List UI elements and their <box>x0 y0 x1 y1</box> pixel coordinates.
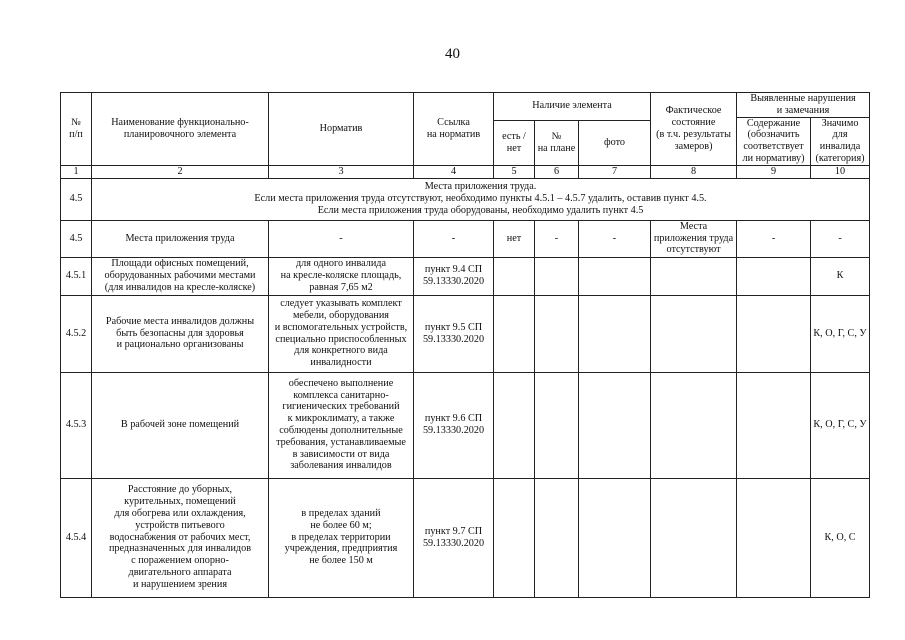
row-significance: К, О, Г, С, У <box>811 295 870 372</box>
row-plan-no <box>535 478 579 597</box>
row-name: Места приложения труда <box>92 220 269 257</box>
row-plan-no <box>535 295 579 372</box>
header-name: Наименование функционально- планировочного элемента <box>92 93 269 166</box>
header-content: Содержание (обозначить соответствует ли нормативу) <box>737 117 811 165</box>
header-ref: Ссылка на норматив <box>414 93 494 166</box>
column-number: 3 <box>269 165 414 178</box>
column-number: 9 <box>737 165 811 178</box>
row-actual <box>651 295 737 372</box>
table-row <box>61 372 870 478</box>
row-num: 4.5.1 <box>61 257 92 295</box>
notice-text: Места приложения труда. Если места приложения труда отсутствуют, необходимо пункты 4.5.1 – 4.5.7 удалить, оставив пункт 4.5. Если места приложения труда оборудованы, необходимо удалить пункт 4.5 <box>92 178 870 220</box>
row-num: 4.5.4 <box>61 478 92 597</box>
row-actual: Места приложения труда отсутствуют <box>651 220 737 257</box>
row-significance: К <box>811 257 870 295</box>
row-ref: пункт 9.7 СП 59.13330.2020 <box>414 478 494 597</box>
row-norm: обеспечено выполнение комплекса санитарно- гигиенических требований к микроклимату, а также соблюдены дополнительные требования, устанавливаемые в зависимости от вида заболевания инвалидов <box>269 372 414 478</box>
notice-num: 4.5 <box>61 178 92 220</box>
column-number-row <box>61 165 870 178</box>
row-significance: К, О, Г, С, У <box>811 372 870 478</box>
header-actual: Фактическое состояние (в т.ч. результаты замеров) <box>651 93 737 166</box>
row-actual <box>651 257 737 295</box>
row-photo <box>579 295 651 372</box>
column-number: 2 <box>92 165 269 178</box>
column-number: 8 <box>651 165 737 178</box>
row-norm: в пределах зданий не более 60 м; в пределах территории учреждения, предприятия не более 150 м <box>269 478 414 597</box>
row-plan-no: - <box>535 220 579 257</box>
row-norm: для одного инвалида на кресле-коляске площадь, равная 7,65 м2 <box>269 257 414 295</box>
table-row <box>61 220 870 257</box>
row-photo <box>579 478 651 597</box>
row-num: 4.5.2 <box>61 295 92 372</box>
header-violations: Выявленные нарушения и замечания <box>737 93 870 118</box>
row-ref: пункт 9.4 СП 59.13330.2020 <box>414 257 494 295</box>
row-photo <box>579 257 651 295</box>
row-presence <box>494 257 535 295</box>
row-ref: пункт 9.6 СП 59.13330.2020 <box>414 372 494 478</box>
table-row <box>61 295 870 372</box>
row-significance: К, О, С <box>811 478 870 597</box>
row-photo <box>579 372 651 478</box>
column-number: 6 <box>535 165 579 178</box>
row-plan-no <box>535 257 579 295</box>
column-number: 5 <box>494 165 535 178</box>
page-number: 40 <box>445 46 460 62</box>
header-yes-no: есть / нет <box>494 120 535 165</box>
notice-row <box>61 178 870 220</box>
row-content <box>737 478 811 597</box>
row-content <box>737 372 811 478</box>
audit-table <box>60 92 870 598</box>
row-ref: пункт 9.5 СП 59.13330.2020 <box>414 295 494 372</box>
row-presence <box>494 295 535 372</box>
column-number: 7 <box>579 165 651 178</box>
header-plan-no: № на плане <box>535 120 579 165</box>
row-photo: - <box>579 220 651 257</box>
row-num: 4.5 <box>61 220 92 257</box>
header-significance: Значимо для инвалида (категория) <box>811 117 870 165</box>
row-name: Площади офисных помещений, оборудованных рабочими местами (для инвалидов на кресле-коляске) <box>92 257 269 295</box>
row-ref: - <box>414 220 494 257</box>
row-actual <box>651 372 737 478</box>
row-name: Расстояние до уборных, курительных, помещений для обогрева или охлаждения, устройств питьевого водоснабжения от рабочих мест, предназначенных для инвалидов с поражением опорно- двигательного аппарата и нарушением зрения <box>92 478 269 597</box>
row-significance: - <box>811 220 870 257</box>
column-number: 10 <box>811 165 870 178</box>
row-presence <box>494 372 535 478</box>
header-num: № п/п <box>61 93 92 166</box>
column-number: 4 <box>414 165 494 178</box>
header-row-1 <box>61 93 870 118</box>
header-photo: фото <box>579 120 651 165</box>
column-number: 1 <box>61 165 92 178</box>
row-plan-no <box>535 372 579 478</box>
row-content <box>737 295 811 372</box>
header-presence: Наличие элемента <box>494 93 651 121</box>
row-presence <box>494 478 535 597</box>
row-content <box>737 257 811 295</box>
row-content: - <box>737 220 811 257</box>
row-actual <box>651 478 737 597</box>
table-row <box>61 478 870 597</box>
row-name: Рабочие места инвалидов должны быть безопасны для здоровья и рационально организованы <box>92 295 269 372</box>
row-presence: нет <box>494 220 535 257</box>
row-norm: следует указывать комплект мебели, оборудования и вспомогательных устройств, специально приспособленных для конкретного вида инвалидности <box>269 295 414 372</box>
row-norm: - <box>269 220 414 257</box>
header-norm: Норматив <box>269 93 414 166</box>
table-row <box>61 257 870 295</box>
row-num: 4.5.3 <box>61 372 92 478</box>
row-name: В рабочей зоне помещений <box>92 372 269 478</box>
